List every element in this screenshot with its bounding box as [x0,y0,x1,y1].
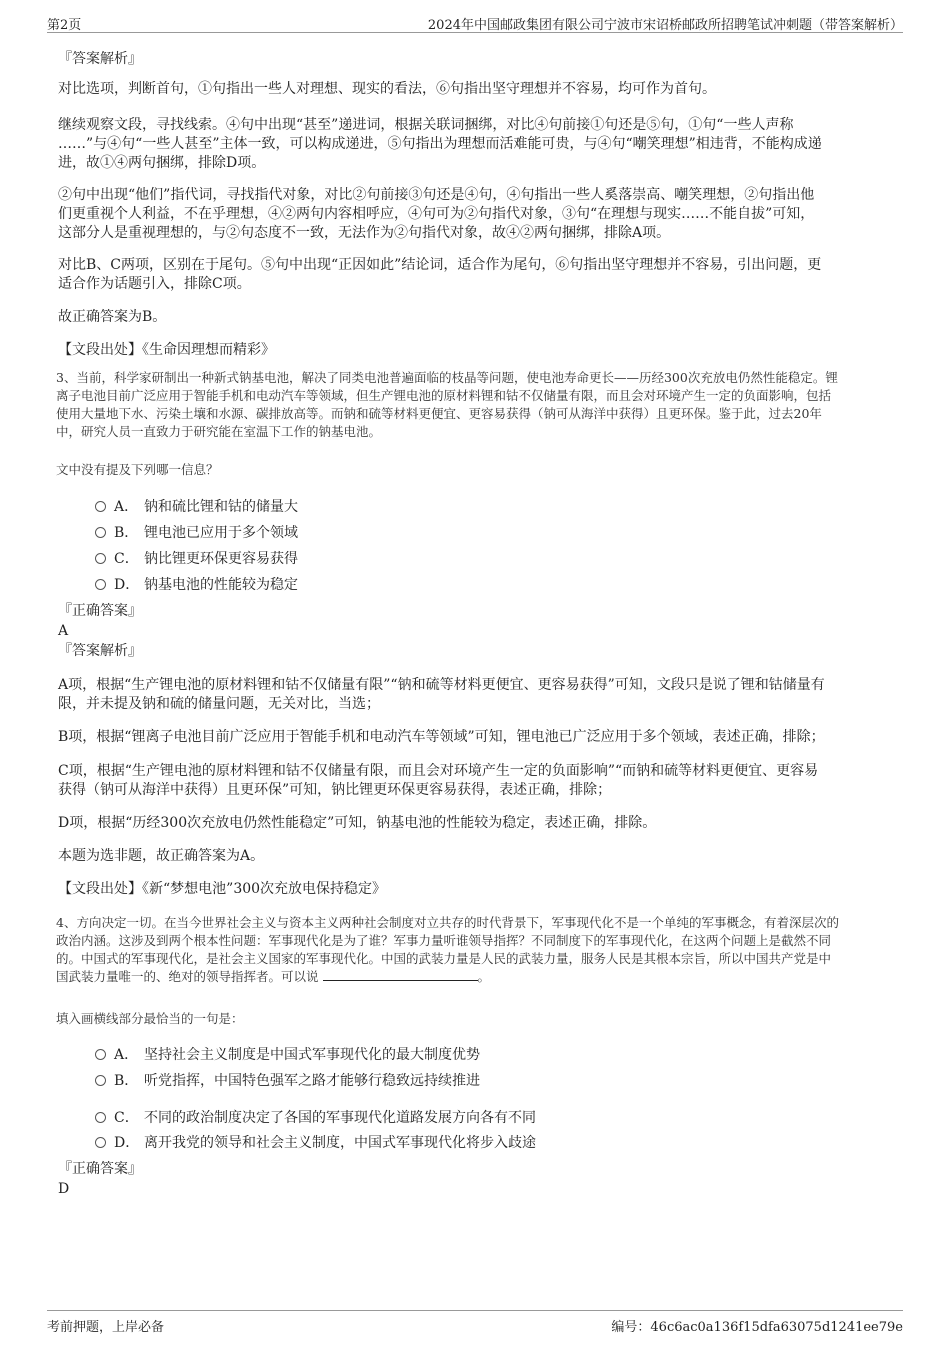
stem-text: 国武装力量唯一的、绝对的领导指挥者。可以说 [56,969,319,984]
option-letter: D． [114,577,140,593]
text-line: 们更重视个人利益，不在乎理想，④②两句内容相呼应，④句可为②句指代对象，③句“在理想与现实……不能自拔”可知， [58,206,815,222]
analysis-p1 [58,80,716,99]
source-q2: 【文段出处】《生命因理想而精彩》 [58,342,275,358]
radio-icon[interactable] [95,579,106,590]
text-line: ……”与④句“一些人甚至”主体一致，可以构成递进，⑤句指出为理想而活难能可贵，与④句“嘲笑理想”相违背，不能构成递 [58,136,822,152]
question-4-stem [56,914,839,986]
option-text: 钠基电池的性能较为稳定 [144,577,298,593]
option-letter: A． [114,499,139,515]
text-line: 对比B、C两项，区别在于尾句。⑤句中出现“正因如此”结论词，适合作为尾句，⑥句指出坚守理想并不容易，引出问题，更 [58,257,822,273]
text-line: 离子电池目前广泛应用于智能手机和电动汽车等领域，但生产锂电池的原材料锂和钴不仅储量有限，而且会对环境产生一定的负面影响，包括 [56,388,832,403]
text-line: 使用大量地下水、污染土壤和水源、碳排放高等。而钠和硫等材料更便宜、更容易获得（钠可从海洋中获得）且更环保。鉴于此，过去20年 [56,406,822,421]
option-letter: B． [114,1073,139,1089]
option-letter: C． [114,1110,139,1126]
q3-conclusion [58,847,264,866]
text-line: 对比选项，判断首句，①句指出一些人对理想、现实的看法，⑥句指出坚守理想并不容易，均可作为首句。 [58,81,716,97]
text-line: 限，并未提及钠和硫的储量问题，无关对比，当选； [58,696,380,712]
q3-option-d[interactable] [95,574,298,594]
option-text: 离开我党的领导和社会主义制度，中国式军事现代化将步入歧途 [144,1135,536,1151]
q3-analysis-a [58,676,825,714]
document-title: 2024年中国邮政集团有限公司宁波市宋诏桥邮政所招聘笔试冲刺题（带答案解析） [427,18,903,33]
text-line: 4、方向决定一切。在当今世界社会主义与资本主义两种社会制度对立共存的时代背景下，军事现代化不是一个单纯的军事概念，有着深层次的 [56,915,839,930]
text-line: C项，根据“生产锂电池的原材料锂和钴不仅储量有限，而且会对环境产生一定的负面影响”“而钠和硫等材料更便宜、更容易 [58,763,819,779]
question-3-prompt: 文中没有提及下列哪一信息？ [56,462,219,477]
page-footer [47,1310,903,1335]
radio-icon[interactable] [95,1049,106,1060]
analysis-label-q3: 『答案解析』 [58,643,142,659]
option-text: 不同的政治制度决定了各国的军事现代化道路发展方向各有不同 [144,1110,536,1126]
analysis-p3 [58,186,814,243]
radio-icon[interactable] [95,1137,106,1148]
text-line: A项，根据“生产锂电池的原材料锂和钴不仅储量有限”“钠和硫等材料更便宜、更容易获得”可知，文段只是说了锂和钴储量有 [58,677,825,693]
page-number: 第2页 [47,18,82,33]
option-text: 钠和硫比锂和钴的储量大 [144,499,298,515]
text-line: 本题为选非题，故正确答案为A。 [58,848,265,864]
radio-icon[interactable] [95,501,106,512]
footer-id: 编号：46c6ac0a136f15dfa63075d1241ee79e [611,1320,903,1335]
q4-option-a[interactable] [95,1044,480,1064]
stem-end: 。 [477,969,491,984]
question-4-prompt: 填入画横线部分最恰当的一句是： [56,1011,244,1026]
footer-slogan: 考前押题，上岸必备 [47,1320,165,1335]
analysis-label-q2: 『答案解析』 [58,51,142,67]
text-line: 这部分人是重视理想的，与②句态度不一致，无法作为②句指代对象，故④②两句捆绑，排除A项。 [58,225,671,241]
q3-option-b[interactable] [95,522,298,542]
question-3-stem [56,369,838,441]
text-line: 获得（钠可从海洋中获得）且更环保”可知，钠比锂更环保更容易获得，表述正确，排除； [58,782,612,798]
option-letter: C． [114,551,139,567]
text-line: ②句中出现“他们”指代词，寻找指代对象，对比②句前接③句还是④句，④句指出一些人奚落崇高、嘲笑理想，②句指出他 [58,187,815,203]
option-letter: D． [114,1135,140,1151]
text-line: 适合作为话题引入，排除C项。 [58,276,251,292]
text-line: 故正确答案为B。 [58,309,167,325]
text-line: 进，故①④两句捆绑，排除D项。 [58,155,266,171]
page-header [47,12,903,33]
q3-analysis-d [58,814,656,833]
analysis-p2 [58,116,822,173]
correct-answer-q4: D [58,1181,70,1197]
text-line: B项，根据“锂离子电池目前广泛应用于智能手机和电动汽车等领域”可知，锂电池已广泛应用于多个领域，表述正确，排除； [58,729,825,745]
source-q3: 【文段出处】《新“梦想电池”300次充放电保持稳定》 [58,881,387,897]
analysis-p5 [58,308,166,327]
q3-analysis-b [58,728,825,747]
option-letter: A． [114,1047,139,1063]
text-line: 继续观察文段，寻找线索。④句中出现“甚至”递进词，根据关联词捆绑，对比④句前接①句还是⑤句，①句“一些人声称 [58,117,794,133]
radio-icon[interactable] [95,527,106,538]
radio-icon[interactable] [95,1075,106,1086]
q3-option-a[interactable] [95,496,298,516]
q4-option-c[interactable] [95,1107,536,1127]
q4-option-d[interactable] [95,1132,536,1152]
radio-icon[interactable] [95,1112,106,1123]
text-line: 3、当前，科学家研制出一种新式钠基电池，解决了同类电池普遍面临的枝晶等问题，使电池寿命更长——历经300次充放电仍然性能稳定。锂 [56,370,838,385]
q3-option-c[interactable] [95,548,298,568]
option-text: 锂电池已应用于多个领域 [144,525,298,541]
text-line: D项，根据“历经300次充放电仍然性能稳定”可知，钠基电池的性能较为稳定，表述正确，排除。 [58,815,657,831]
radio-icon[interactable] [95,553,106,564]
option-text: 钠比锂更环保更容易获得 [144,551,298,567]
text-line: 中，研究人员一直致力于研究能在室温下工作的钠基电池。 [56,424,382,439]
correct-label-q4: 『正确答案』 [58,1161,142,1177]
analysis-p4 [58,256,821,294]
option-text: 听党指挥，中国特色强军之路才能够行稳致远持续推进 [144,1073,480,1089]
answer-blank [323,968,478,981]
option-letter: B． [114,525,139,541]
text-line-last [56,968,839,986]
option-text: 坚持社会主义制度是中国式军事现代化的最大制度优势 [144,1047,480,1063]
text-line: 的。中国式的军事现代化，是社会主义国家的军事现代化。中国的武装力量是人民的武装力量，服务人民是其根本宗旨，所以中国共产党是中 [56,951,832,966]
correct-answer-q3: A [58,623,69,639]
correct-label-q3: 『正确答案』 [58,603,142,619]
q3-analysis-c [58,762,818,800]
text-line: 政治内涵。这涉及到两个根本性问题：军事现代化是为了谁？军事力量听谁领导指挥？不同制度下的军事现代化，在这两个问题上是截然不同 [56,933,832,948]
q4-option-b[interactable] [95,1070,480,1090]
